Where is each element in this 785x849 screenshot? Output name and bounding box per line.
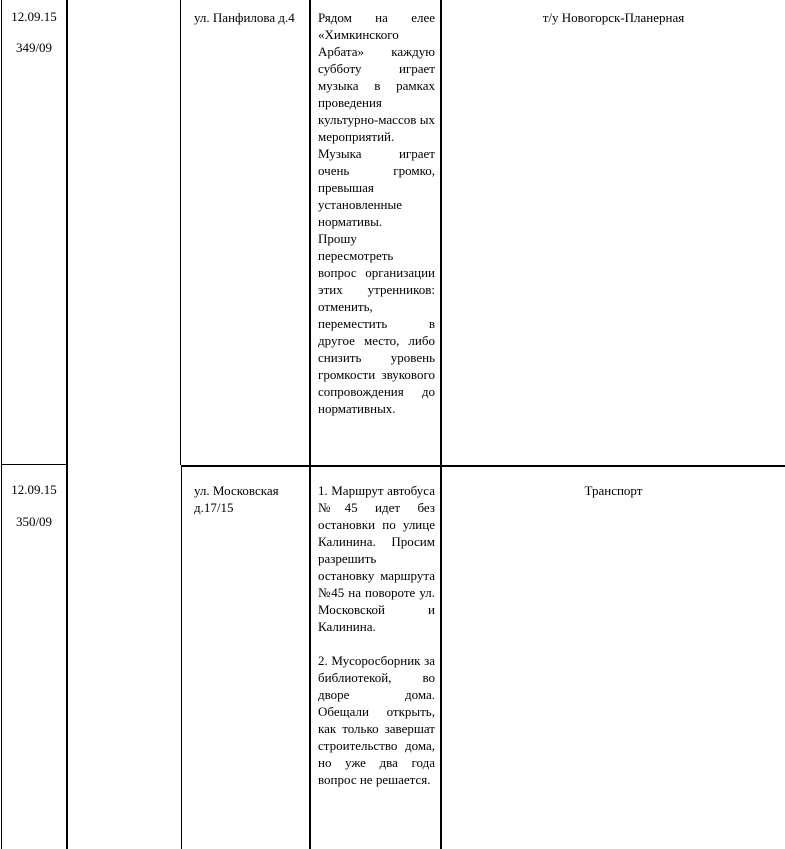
category-cell: т/у Новогорск-Планерная bbox=[542, 10, 685, 25]
row-separator bbox=[2, 464, 66, 465]
category-cell: Транспорт bbox=[584, 483, 643, 498]
description-paragraph: Прошу пересмотреть вопрос организации этих утренников: отменить, переместить в другое место, либо снизить уровень громкости звукового сопровождения до нормативных. bbox=[318, 231, 435, 416]
description-paragraph: 2. Мусоросборник за библиотекой, во дворе дома. Обещали открыть, как только завершат строительство дома, но уже два года вопрос не решается. bbox=[318, 653, 435, 787]
row-separator bbox=[181, 465, 785, 467]
description-paragraph: Рядом на елее «Химкинского Арбата» каждую субботу играет музыка в рамках проведения культурно-массов ых мероприятий. Музыка играет очень громко, превышая установленные нормативы. bbox=[318, 10, 435, 229]
date-cell: 12.09.15 bbox=[11, 9, 57, 24]
column-border bbox=[181, 467, 182, 849]
number-cell: 349/09 bbox=[15, 40, 53, 55]
description-cell bbox=[318, 9, 435, 417]
description-cell bbox=[318, 482, 435, 788]
column-border bbox=[440, 0, 442, 849]
column-border bbox=[1, 0, 2, 849]
address-cell: ул. Московская д.17/15 bbox=[194, 483, 279, 515]
number-cell: 350/09 bbox=[15, 514, 53, 529]
column-border bbox=[309, 0, 311, 849]
column-border bbox=[180, 0, 181, 465]
address-cell: ул. Панфилова д.4 bbox=[194, 10, 295, 25]
date-cell: 12.09.15 bbox=[11, 482, 57, 497]
description-paragraph: 1. Маршрут автобуса №45 идет без остановки по улице Калинина. Просим разрешить остановку маршрута №45 на повороте ул. Московской и Калинина. bbox=[318, 483, 435, 634]
column-border bbox=[66, 0, 68, 849]
